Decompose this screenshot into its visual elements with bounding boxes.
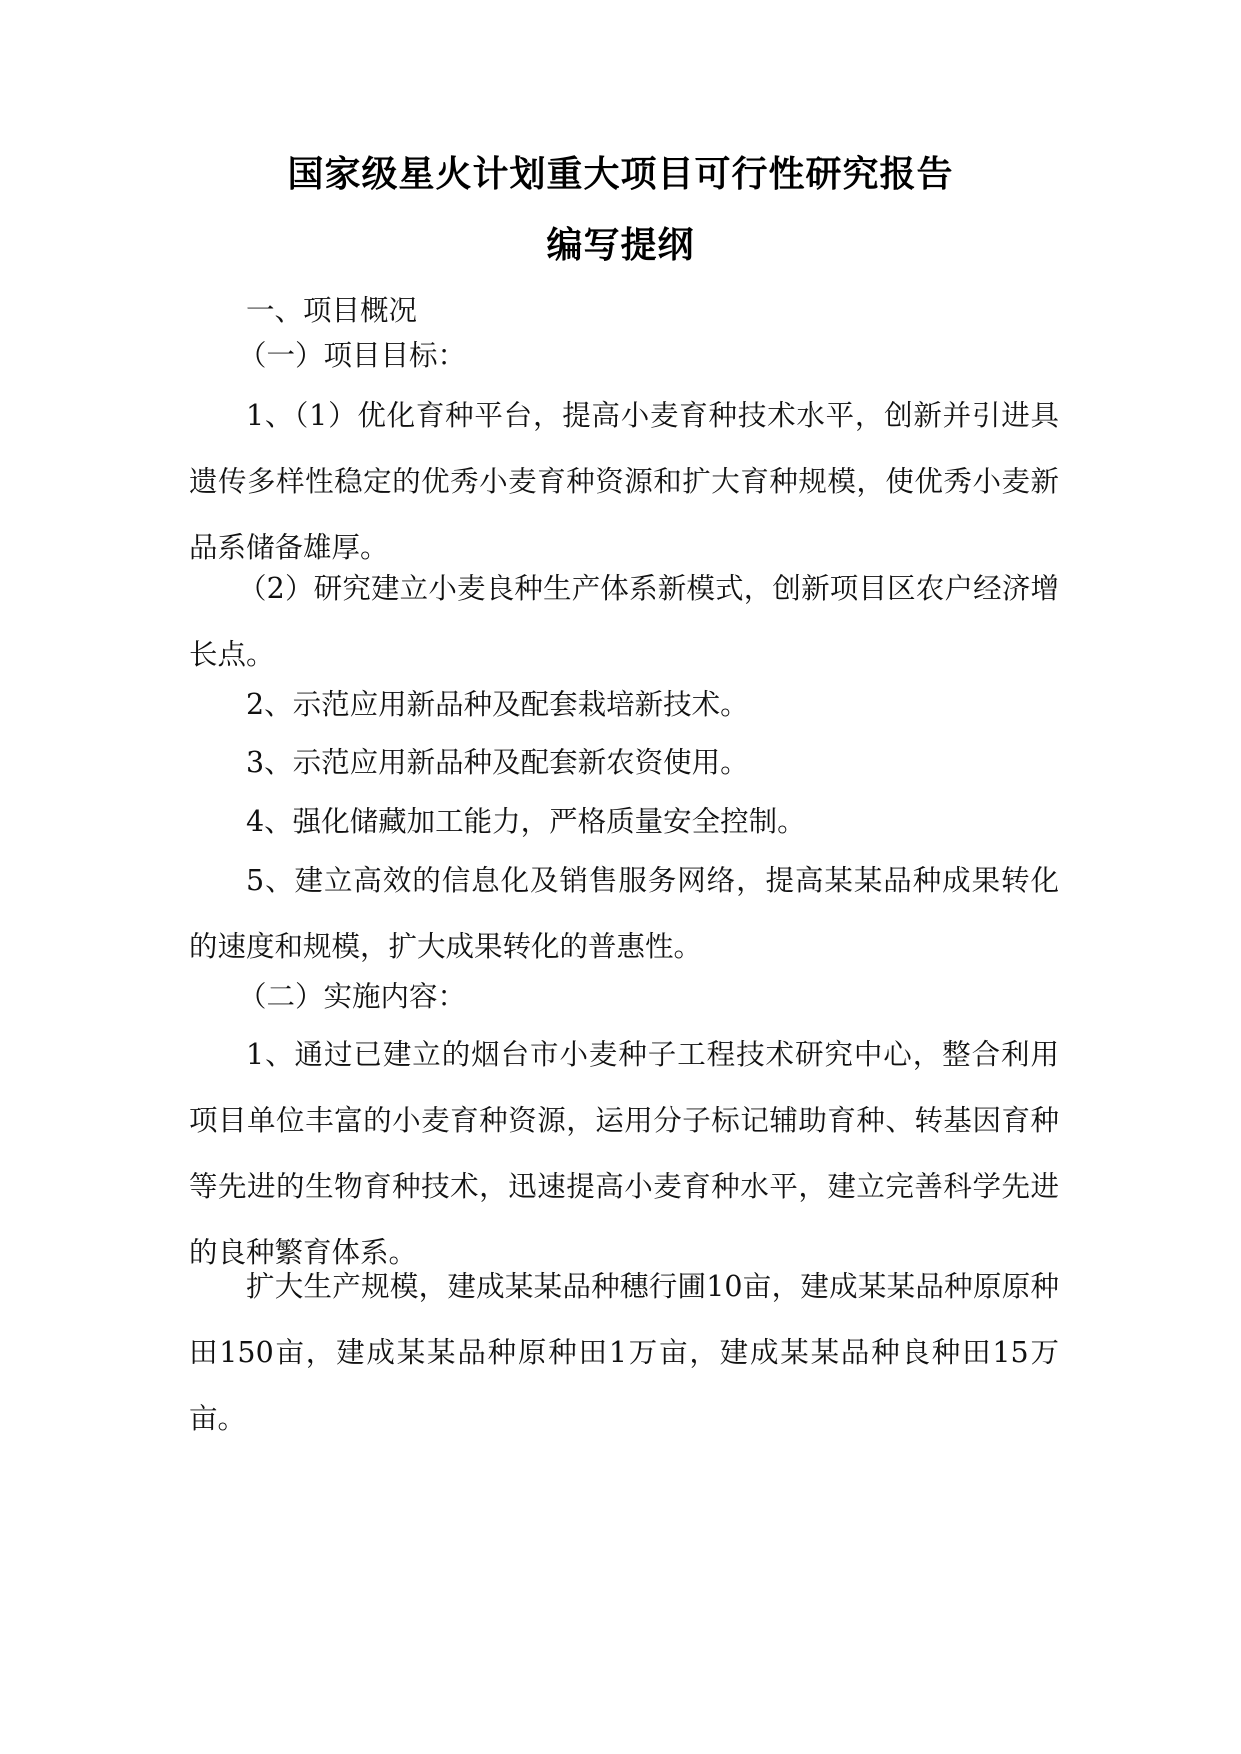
paragraph: 3、示范应用新品种及配套新农资使用。 — [246, 746, 749, 779]
document-title: 国家级星火计划重大项目可行性研究报告 — [287, 154, 954, 195]
subsection-heading: （二）实施内容： — [238, 980, 467, 1013]
paragraph: 2、示范应用新品种及配套栽培新技术。 — [246, 688, 749, 721]
paragraph: 5、建立高效的信息化及销售服务网络，提高某某品种成果转化的速度和规模，扩大成果转化的普惠性。 — [189, 864, 1059, 963]
paragraph: 扩大生产规模，建成某某品种穗行圃10亩，建成某某品种原原种田150亩，建成某某品种原种田1万亩，建成某某品种良种田15万亩。 — [189, 1270, 1059, 1435]
paragraph: 4、强化储藏加工能力，严格质量安全控制。 — [246, 805, 806, 838]
paragraph: 1、通过已建立的烟台市小麦种子工程技术研究中心，整合利用项目单位丰富的小麦育种资源，运用分子标记辅助育种、转基因育种等先进的生物育种技术，迅速提高小麦育种水平，建立完善科学先进的良种繁育体系。 — [189, 1038, 1059, 1269]
document-subtitle: 编写提纲 — [546, 225, 695, 266]
section-heading: 一、项目概况 — [246, 294, 418, 327]
subsection-heading: （一）项目目标： — [238, 339, 467, 372]
paragraph: 1、（1）优化育种平台，提高小麦育种技术水平，创新并引进具遗传多样性稳定的优秀小麦育种资源和扩大育种规模，使优秀小麦新品系储备雄厚。 — [189, 399, 1059, 564]
paragraph: （2）研究建立小麦良种生产体系新模式，创新项目区农户经济增长点。 — [189, 572, 1059, 671]
